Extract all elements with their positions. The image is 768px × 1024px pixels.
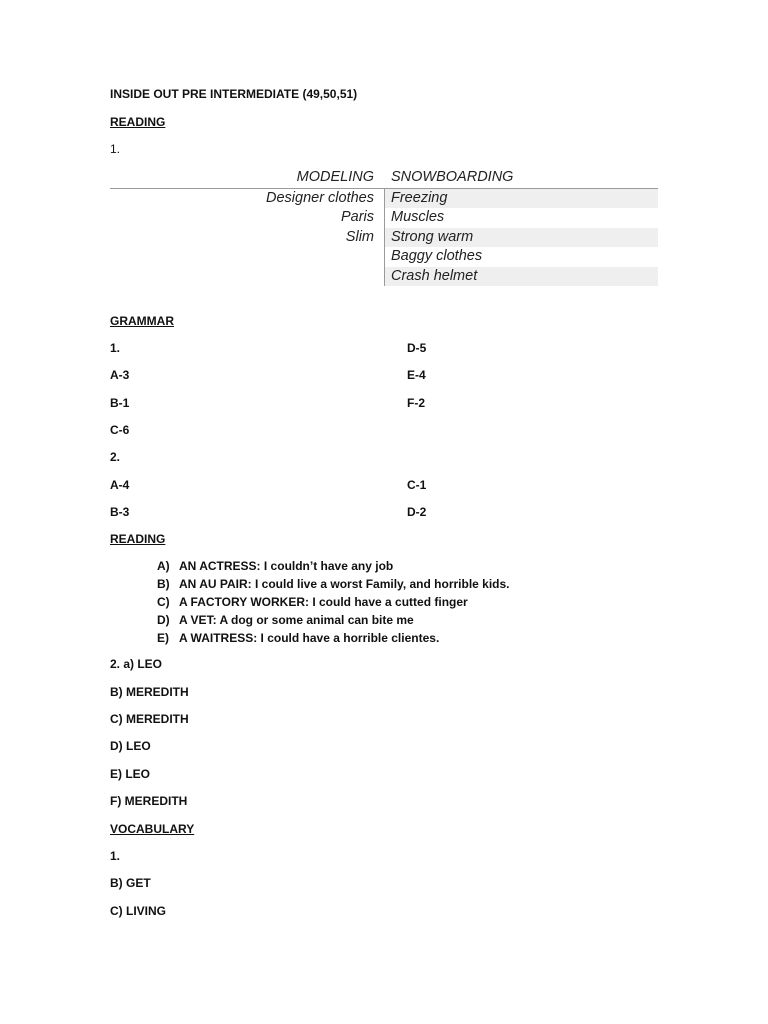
list-item: C) A FACTORY WORKER: I could have a cutted finger xyxy=(157,595,468,609)
vocabulary-table xyxy=(110,168,658,286)
vocabulary-answer: B) GET xyxy=(110,876,151,890)
table-row xyxy=(110,267,658,286)
reading2-answer: C) MEREDITH xyxy=(110,712,189,726)
grammar-answer: A-3 xyxy=(110,368,130,382)
list-item: B) AN AU PAIR: I could live a worst Family, and horrible kids. xyxy=(157,577,510,591)
vocabulary-heading: VOCABULARY xyxy=(110,822,195,836)
table-cell: Slim xyxy=(345,228,374,245)
header-snowboarding: SNOWBOARDING xyxy=(391,169,514,185)
grammar-answer: A-4 xyxy=(110,478,130,492)
grammar-answer: F-2 xyxy=(407,396,425,410)
reading2-answer: D) LEO xyxy=(110,739,151,753)
table-row xyxy=(110,189,658,208)
reading-heading: READING xyxy=(110,115,166,129)
reading2-answer: F) MEREDITH xyxy=(110,794,188,808)
table-cell: Designer clothes xyxy=(266,190,374,206)
reading2-heading: READING xyxy=(110,532,166,546)
grammar-answer: B-1 xyxy=(110,396,130,410)
table-cell: Baggy clothes xyxy=(391,248,483,265)
grammar-heading: GRAMMAR xyxy=(110,314,174,328)
header-modeling: MODELING xyxy=(296,169,374,185)
reading2-answer: E) LEO xyxy=(110,767,151,781)
table-cell: Crash helmet xyxy=(391,267,478,284)
table-cell: Paris xyxy=(340,209,374,226)
grammar-answer: C-1 xyxy=(407,478,427,492)
reading2-answer: B) MEREDITH xyxy=(110,685,189,699)
grammar-ex1-number: 1. xyxy=(110,341,121,355)
reading2-list xyxy=(157,557,510,647)
grammar-answer: D-2 xyxy=(407,505,427,519)
reading2-answer: 2. a) LEO xyxy=(110,657,163,671)
grammar-answer: E-4 xyxy=(407,368,426,382)
table-row xyxy=(110,247,658,266)
list-item: E) A WAITRESS: I could have a horrible clientes. xyxy=(157,631,440,645)
grammar-answer: B-3 xyxy=(110,505,130,519)
reading-exercise-number: 1. xyxy=(110,142,121,156)
list-item: A) AN ACTRESS: I couldn’t have any job xyxy=(157,559,394,573)
table-row xyxy=(110,208,658,227)
table-cell: Freezing xyxy=(391,190,448,206)
table-row xyxy=(110,228,658,247)
document-title: INSIDE OUT PRE INTERMEDIATE (49,50,51) xyxy=(110,87,358,101)
table-cell: Muscles xyxy=(391,209,445,226)
vocabulary-exercise-number: 1. xyxy=(110,849,121,863)
vocabulary-answer: C) LIVING xyxy=(110,904,166,918)
grammar-answer: D-5 xyxy=(407,341,427,355)
list-item: D) A VET: A dog or some animal can bite me xyxy=(157,613,414,627)
table-cell: Strong warm xyxy=(391,228,474,245)
table-header-row xyxy=(110,168,658,189)
grammar-ex2-number: 2. xyxy=(110,450,121,464)
grammar-answer: C-6 xyxy=(110,423,130,437)
